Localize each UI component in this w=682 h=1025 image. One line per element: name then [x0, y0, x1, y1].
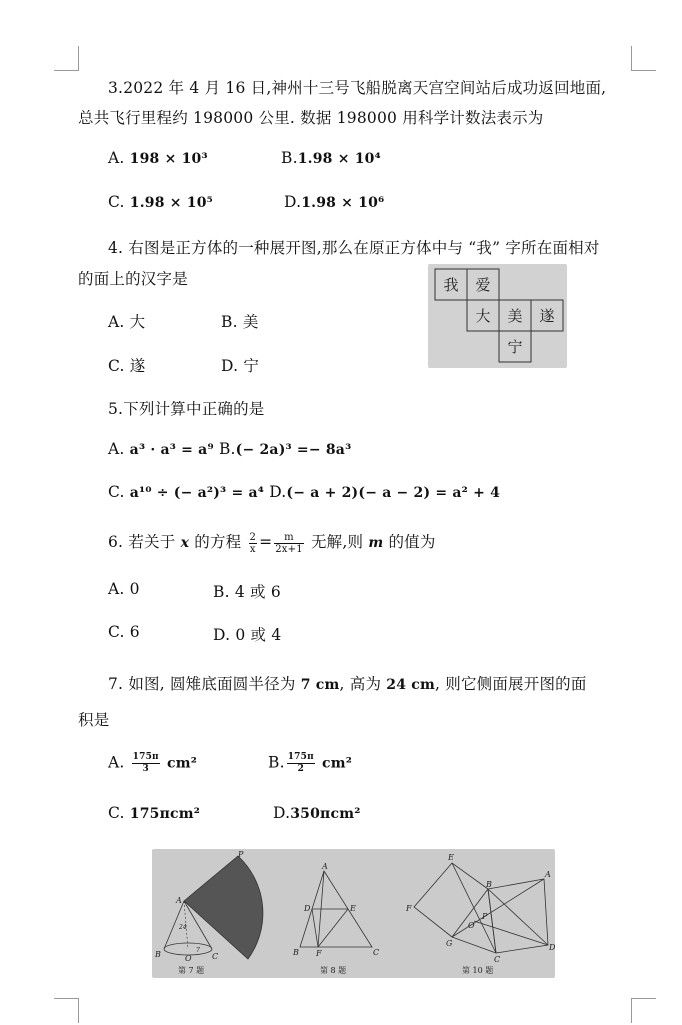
q7-option-d-label: D. [273, 804, 291, 822]
q6-var-m: m [368, 535, 384, 551]
q6-frac1-den: x [249, 543, 256, 555]
q7-line1-mid: , 高为 [339, 675, 382, 693]
figure-10 [414, 863, 548, 953]
q6-end: 的值为 [388, 533, 436, 551]
q7-radius: 7 cm [300, 677, 340, 693]
net-char-2: 爱 [475, 276, 491, 294]
figure-8 [300, 871, 372, 947]
figure-7 [154, 850, 263, 975]
q7-optA-den: 3 [142, 764, 149, 774]
q3-option-c [108, 193, 213, 211]
q4-option-a: A. 大 [108, 313, 146, 331]
q7-optB-den: 2 [297, 764, 305, 774]
fig7-label-b: B [155, 950, 161, 959]
caption-fig8: 第 8 题 [320, 966, 347, 975]
crop-mark-top-left [54, 46, 79, 71]
q4-option-d: D. 宁 [221, 357, 260, 375]
q6-fraction-1 [249, 532, 258, 555]
cube-net-figure [428, 264, 567, 368]
geometry-figures-svg [152, 849, 555, 978]
q5-row-ab [108, 440, 351, 458]
figure-10-labels [405, 853, 555, 975]
q7-option-a-fraction [132, 752, 160, 775]
fig8-label-c: C [373, 948, 380, 957]
fig7-label-h: 24 [179, 924, 187, 931]
q7-option-c-value: 175πcm² [129, 806, 201, 822]
fig10-segment-bc [488, 889, 496, 953]
q6-option-b: B. 4 或 6 [213, 583, 281, 601]
q5-option-d-expr: (− a + 2)(− a − 2) = a² + 4 [286, 485, 501, 501]
q7-line1 [108, 672, 587, 694]
q3-option-b-value: 1.98 × 10⁴ [297, 151, 381, 167]
q6-frac1-num: 2 [249, 531, 257, 543]
q5-option-a-expr: a³ · a³ = a⁹ [129, 442, 214, 458]
q3-option-d [284, 193, 384, 211]
q6-frac2-den: 2x+1 [275, 543, 303, 555]
fig10-label-o: O [468, 921, 475, 930]
q5-option-b-label: B. [218, 440, 236, 458]
q7-line1-post: , 则它侧面展开图的面 [434, 675, 587, 693]
geometry-figures-photo [152, 849, 555, 978]
fig10-label-d: D [549, 943, 555, 952]
fig10-segment-od [474, 921, 548, 945]
fig10-label-f: F [406, 904, 412, 913]
q6-fraction-2 [274, 532, 304, 555]
q3-option-a-label: A. [108, 149, 125, 167]
crop-mark-top-right [631, 46, 656, 71]
q5-option-b-expr: (− 2a)³ =− 8a³ [235, 442, 352, 458]
caption-fig7: 第 7 题 [178, 966, 205, 975]
fig8-segment-ef [318, 909, 348, 947]
q3-option-c-label: C. [108, 193, 125, 211]
fig8-segment-df [312, 909, 318, 947]
q3-line1: 3.2022 年 4 月 16 日,神州十三号飞船脱离天宫空间站后成功返回地面, [108, 79, 607, 97]
q5-option-a-label: A. [108, 440, 125, 458]
q7-option-d [273, 804, 361, 822]
q7-optA-num: 175π [132, 752, 159, 762]
q3-line2: 总共飞行里程约 198000 公里. 数据 198000 用科学计数法表示为 [78, 109, 544, 127]
fig10-label-g: G [446, 939, 453, 948]
q7-option-b-label: B. [268, 753, 285, 772]
fig7-label-a: A [176, 896, 182, 905]
q6-eq: = [259, 533, 273, 551]
q3-option-b [281, 149, 381, 167]
q3-option-d-value: 1.98 × 10⁶ [301, 195, 385, 211]
figure-8-labels [292, 862, 379, 975]
fig10-segment-bd [488, 889, 548, 945]
q3-option-c-value: 1.98 × 10⁵ [129, 195, 213, 211]
fig10-label-p: P [482, 912, 488, 921]
q5-option-c-label: C. [108, 483, 125, 501]
q6-stem [108, 530, 436, 555]
q4-line1: 4. 右图是正方体的一种展开图,那么在原正方体中与 “我” 字所在面相对 [108, 239, 600, 257]
q7-optB-num: 175π [287, 752, 314, 762]
fig10-label-a: A [545, 870, 551, 879]
q3-option-a-value: 198 × 10³ [129, 151, 208, 167]
caption-fig10: 第 10 题 [462, 966, 494, 975]
net-char-1: 我 [443, 276, 459, 294]
q7-option-c [108, 804, 200, 822]
fig10-label-e: E [448, 853, 454, 862]
q7-option-b [268, 752, 352, 775]
q5-option-d-label: D. [269, 483, 287, 501]
q7-height: 24 cm [386, 677, 435, 693]
q7-line1-pre: 7. 如图, 圆雉底面圆半径为 [108, 675, 296, 693]
net-char-4: 美 [507, 307, 523, 325]
q7-option-a-unit: cm² [167, 755, 198, 772]
q7-option-a-label: A. [108, 753, 125, 772]
q7-option-a [108, 752, 197, 775]
fig8-label-e: E [350, 904, 356, 913]
fig8-label-b: B [293, 948, 299, 957]
fig7-label-r: 7 [196, 947, 200, 954]
q7-option-c-label: C. [108, 804, 125, 822]
q7-option-d-value: 350πcm² [290, 806, 361, 822]
q7-option-b-unit: cm² [322, 755, 353, 772]
q5-option-c-expr: a¹⁰ ÷ (− a²)³ = a⁴ [129, 485, 265, 501]
q4-option-c: C. 遂 [108, 357, 146, 375]
cube-net-svg [428, 264, 567, 368]
fig8-label-a: A [322, 862, 328, 871]
fig8-label-d: D [304, 904, 311, 913]
q5-title: 5.下列计算中正确的是 [108, 400, 265, 418]
q5-row-cd [108, 483, 500, 501]
fig10-square-left [414, 863, 488, 937]
q4-line2: 的面上的汉字是 [78, 270, 188, 288]
q6-var-x: x [180, 535, 190, 551]
q6-post: 无解,则 [310, 533, 364, 551]
q3-option-b-label: B. [281, 149, 298, 167]
q6-pre: 6. 若关于 [108, 533, 176, 551]
q4-option-b: B. 美 [221, 313, 259, 331]
q3-option-d-label: D. [284, 193, 302, 211]
net-char-3: 大 [475, 307, 491, 325]
crop-mark-bottom-left [54, 998, 79, 1023]
fig7-label-c: C [212, 952, 219, 961]
q7-option-b-fraction [287, 752, 315, 775]
q6-frac2-num: m [274, 532, 304, 544]
q3-option-a [108, 149, 208, 167]
fig10-label-b: B [486, 880, 492, 889]
q6-mid: 的方程 [194, 533, 242, 551]
net-char-5: 遂 [539, 307, 555, 325]
fig7-label-o: O [185, 954, 192, 963]
q6-option-d: D. 0 或 4 [213, 626, 282, 644]
crop-mark-bottom-right [631, 998, 656, 1023]
q6-option-c: C. 6 [108, 623, 140, 641]
fig8-label-f: F [316, 949, 322, 958]
net-char-6: 宁 [507, 338, 523, 356]
q7-line2: 积是 [78, 711, 110, 729]
fig10-label-c: C [494, 955, 501, 964]
q6-option-a: A. 0 [108, 580, 140, 598]
fig7-label-p: P [238, 850, 244, 859]
